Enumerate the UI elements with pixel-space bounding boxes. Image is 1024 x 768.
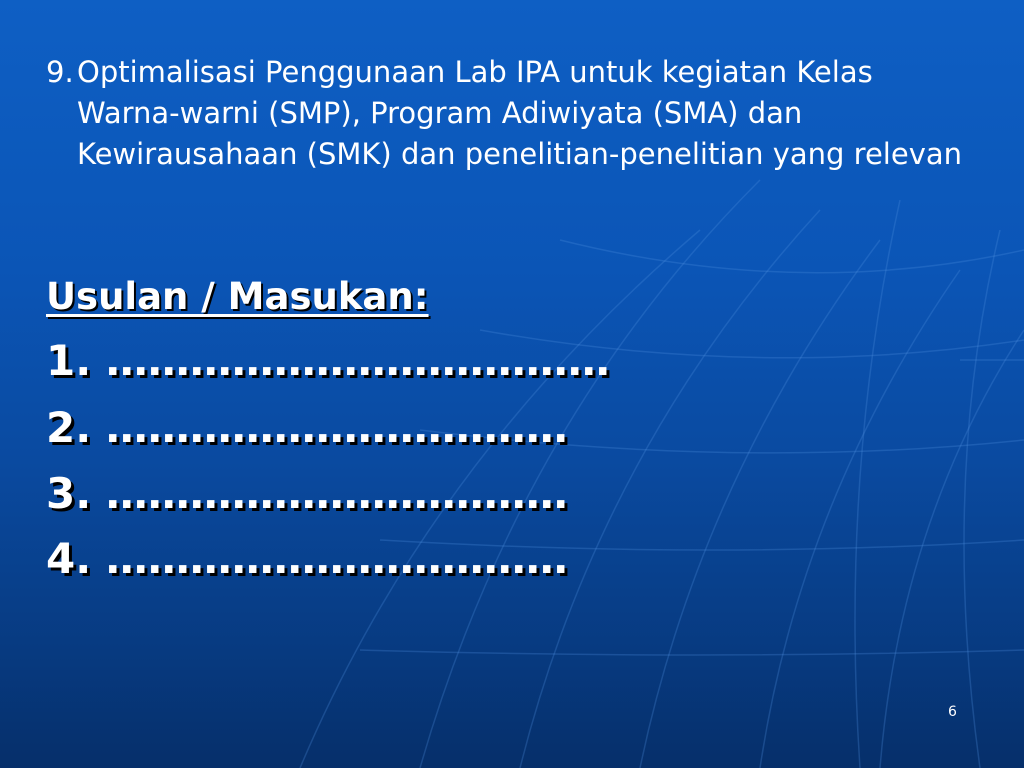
list-item: 3. …………………………… (46, 469, 568, 518)
list-item: 4. …………………………… (46, 534, 568, 583)
item-text: Optimalisasi Penggunaan Lab IPA untuk kegiatan Kelas Warna-warni (SMP), Program Adiwiyata (SMA) dan Kewirausahaan (SMK) dan penelitian-penelitian yang relevan (77, 55, 963, 171)
list-item: 1. ……………………………… (46, 336, 610, 385)
section-heading: Usulan / Masukan: (46, 275, 429, 318)
item-number: 9. (46, 55, 74, 89)
list-item: 2. …………………………… (46, 403, 568, 452)
slide-body-text (46, 52, 976, 175)
page-number: 6 (948, 704, 957, 720)
